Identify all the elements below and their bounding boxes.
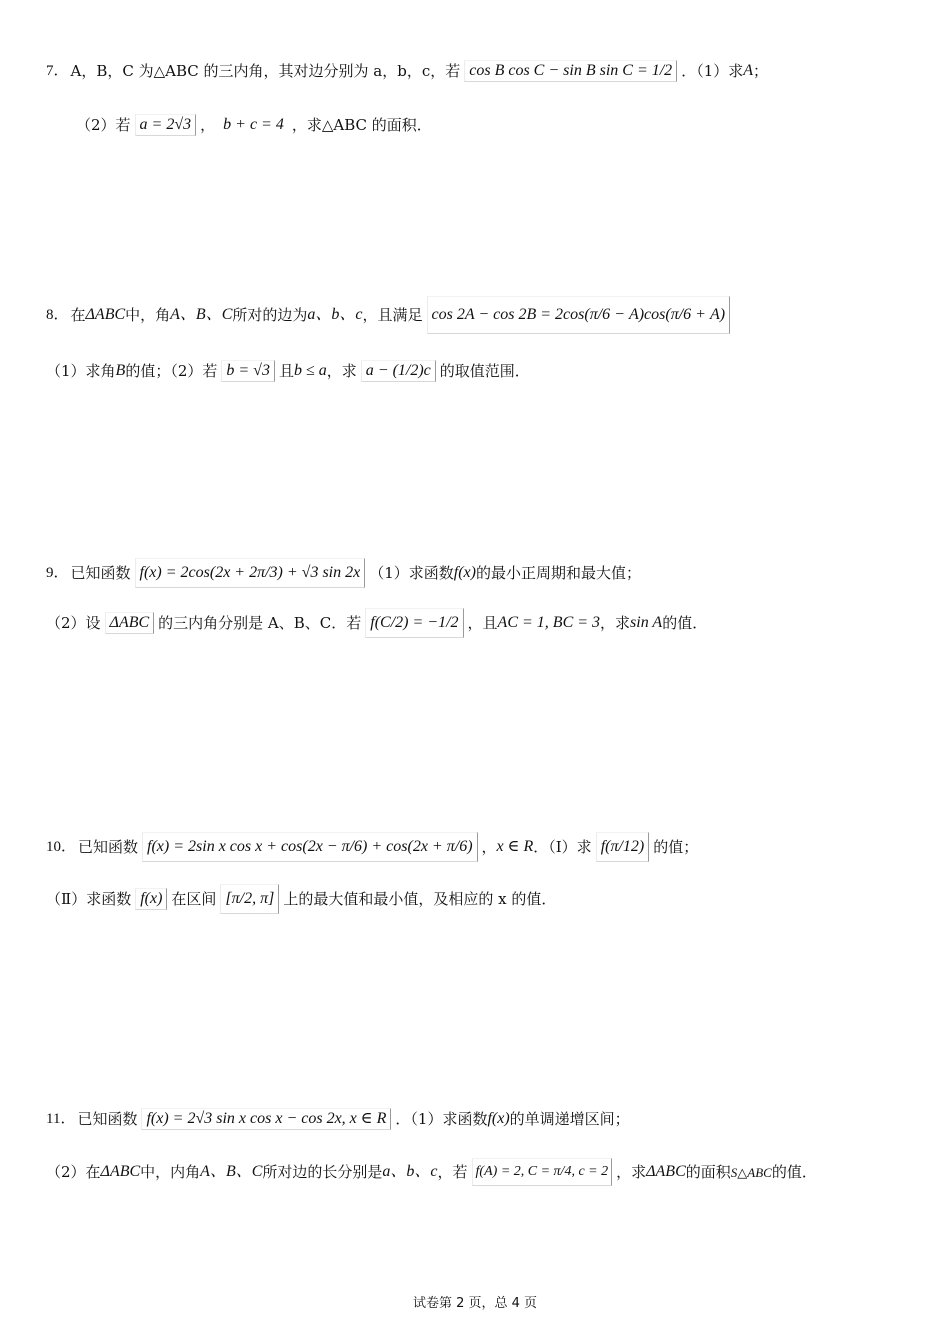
problem-11-line-2 xyxy=(46,1158,817,1186)
problem-text: 的值． xyxy=(662,613,708,632)
problem-text: 已知函数 xyxy=(78,837,139,856)
problem-text: 上的最大值和最小值，及相应的 x 的值． xyxy=(283,889,557,908)
problem-text: ．（1）求 xyxy=(681,61,744,80)
formula: f(C/2) = −1/2 xyxy=(365,608,463,638)
formula: AC = 1, BC = 3 xyxy=(497,614,601,631)
formula: f(π/12) xyxy=(596,832,650,862)
domain: x ∈ R xyxy=(496,838,534,855)
problem-text: （2）设 xyxy=(46,613,101,632)
formula: f(x) = 2√3 sin x cos x − cos 2x, x ∈ R xyxy=(141,1108,391,1130)
problem-text: ； xyxy=(753,61,769,80)
problem-9-line-2 xyxy=(46,608,707,638)
function-label: f(x) xyxy=(487,1110,510,1127)
problem-number: 11． xyxy=(46,1110,76,1127)
problem-text: ，若 xyxy=(437,1162,468,1181)
problem-text: 中，内角 xyxy=(140,1162,201,1181)
problem-text: （1）求角 xyxy=(46,361,116,380)
problem-text: （Ⅱ）求函数 xyxy=(46,889,132,908)
problem-text: 的值． xyxy=(771,1162,817,1181)
formula: cos B cos C − sin B sin C = 1/2 xyxy=(464,60,677,82)
problem-text: （2）若 xyxy=(76,115,131,134)
problem-11-line-1 xyxy=(46,1108,630,1130)
problem-text: 的最小正周期和最大值； xyxy=(475,563,641,582)
problem-number: 8． xyxy=(46,306,69,323)
problem-text: 的值； xyxy=(653,837,699,856)
problem-number: 7． xyxy=(46,62,69,79)
problem-text: ， xyxy=(481,837,497,856)
problem-7-line-1 xyxy=(46,60,768,82)
problem-10-line-2 xyxy=(46,884,556,914)
problem-text: 的取值范围． xyxy=(439,361,530,380)
triangle-label: ΔABC xyxy=(105,612,155,634)
problem-text: 在区间 xyxy=(171,889,217,908)
triangle-label: ΔABC xyxy=(646,1163,686,1180)
problem-text: ，求 xyxy=(616,1162,647,1181)
problem-text: ，且 xyxy=(467,613,498,632)
problem-text: ，求△ABC 的面积． xyxy=(291,115,432,134)
sides: a、b、c xyxy=(382,1163,438,1180)
formula: b = √3 xyxy=(221,360,275,382)
angles: A、B、C xyxy=(200,1163,263,1180)
problem-text: 所对的边为 xyxy=(232,305,308,324)
formula: f(A) = 2, C = π/4, c = 2 xyxy=(472,1158,613,1186)
problem-text: 已知函数 xyxy=(70,563,131,582)
page-footer: 试卷第 2 页，总 4 页 xyxy=(412,1296,538,1311)
problem-text: 的面积 xyxy=(685,1162,731,1181)
function-label: f(x) xyxy=(453,564,476,581)
problem-number: 9． xyxy=(46,564,69,581)
problem-10-line-1 xyxy=(46,832,698,862)
problem-number: 10． xyxy=(46,838,77,855)
area-symbol: S△ABC xyxy=(730,1164,772,1180)
problem-text: 已知函数 xyxy=(77,1109,138,1128)
problem-text: ，求 xyxy=(600,613,631,632)
problem-text: 的值；（2）若 xyxy=(125,361,218,380)
formula: f(x) = 2cos(2x + 2π/3) + √3 sin 2x xyxy=(135,558,366,588)
formula: cos 2A − cos 2B = 2cos(π/6 − A)cos(π/6 + A) xyxy=(427,296,731,334)
problem-text: ，且满足 xyxy=(362,305,423,324)
triangle-label: ΔABC xyxy=(85,306,126,323)
problem-text: （2）在 xyxy=(46,1162,101,1181)
sides: a、b、c xyxy=(307,306,363,323)
problem-text: ， xyxy=(200,115,216,134)
formula: f(x) = 2sin x cos x + cos(2x − π/6) + cos(2x + π/6) xyxy=(142,832,477,862)
problem-text: ，求 xyxy=(326,361,357,380)
formula: b + c = 4 xyxy=(223,116,284,133)
problem-text: ．（Ⅰ）求 xyxy=(533,837,592,856)
problem-7-line-2 xyxy=(76,114,432,136)
problem-text: ．（1）求函数 xyxy=(395,1109,488,1128)
problem-text: 的单调递增区间； xyxy=(509,1109,630,1128)
problem-text: （1）求函数 xyxy=(369,563,454,582)
problem-text: 中，角 xyxy=(125,305,171,324)
variable: A xyxy=(743,62,754,79)
problem-8-line-2 xyxy=(46,360,530,382)
function-label: f(x) xyxy=(135,888,167,910)
formula: b ≤ a xyxy=(293,362,327,379)
problem-text: 的三内角分别是 A、B、C．若 xyxy=(158,613,362,632)
problem-8-line-1 xyxy=(46,296,734,334)
formula: a = 2√3 xyxy=(135,114,197,136)
triangle-label: ΔABC xyxy=(100,1163,141,1180)
angles: A、B、C xyxy=(170,306,233,323)
problem-9-line-1 xyxy=(46,558,641,588)
problem-text: 且 xyxy=(278,361,294,380)
formula: a − (1/2)c xyxy=(361,360,436,382)
variable: B xyxy=(115,362,126,379)
problem-text: 在 xyxy=(70,305,86,324)
formula: sin A xyxy=(630,614,663,631)
interval: [π/2, π] xyxy=(220,884,279,914)
problem-text: A，B，C 为△ABC 的三内角，其对边分别为 a，b，c，若 xyxy=(70,61,461,80)
problem-text: 所对边的长分别是 xyxy=(262,1162,383,1181)
